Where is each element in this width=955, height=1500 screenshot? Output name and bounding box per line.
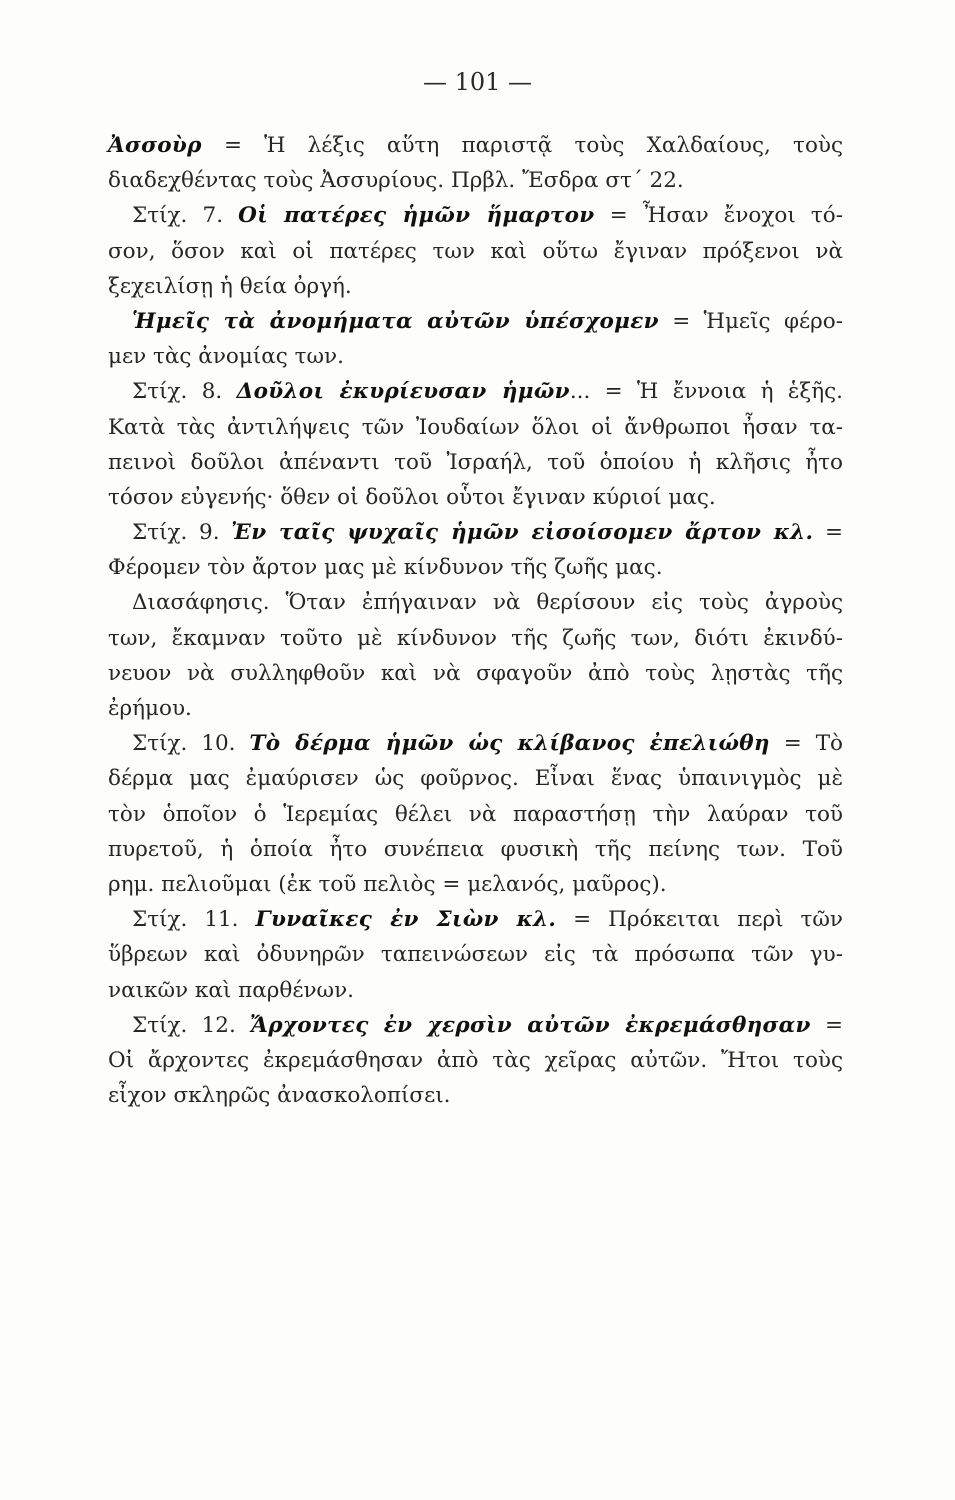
text-line — [108, 867, 843, 902]
text-line — [108, 339, 843, 374]
text-run: Στίχ. 11. — [132, 907, 256, 933]
text-run: σον, ὅσον καὶ οἱ πατέρες των καὶ οὕτω ἔγιναν πρόξενοι νὰ — [108, 238, 843, 264]
text-line — [108, 937, 843, 972]
bold-italic-heading: Γυναῖκες ἐν Σιὼν κλ. — [255, 907, 557, 933]
text-line — [108, 163, 843, 198]
text-line — [108, 304, 843, 339]
text-run: Κατὰ τὰς ἀντιλήψεις τῶν Ἰουδαίων ὅλοι οἱ ἄνθρωποι ἦσαν τα- — [108, 414, 843, 440]
bold-italic-heading: Τὸ δέρμα ἡμῶν ὡς κλίβανος ἐπελιώθη — [249, 731, 770, 757]
bold-italic-heading: Δοῦλοι ἐκυρίευσαν ἡμῶν — [236, 379, 570, 405]
text-run: ρημ. πελιοῦμαι (ἐκ τοῦ πελιὸς = μελανός, μαῦρος). — [108, 871, 667, 897]
text-run: Στίχ. 12. — [132, 1012, 251, 1038]
text-line — [108, 198, 843, 233]
text-run: = Πρόκειται περὶ τῶν — [556, 907, 844, 933]
text-line — [108, 973, 843, 1008]
bold-italic-heading: Ἐν ταῖς ψυχαῖς ἡμῶν εἰσοίσομεν ἄρτον κλ. — [231, 520, 814, 546]
text-line — [108, 480, 843, 515]
text-run: Στίχ. 7. — [132, 203, 239, 229]
page-number: — 101 — — [422, 68, 533, 96]
bold-italic-heading: Οἱ πατέρες ἡμῶν ἥμαρτον — [238, 203, 595, 229]
text-run: Διασάφησις. Ὅταν ἐπήγαιναν νὰ θερίσουν εἰς τοὺς ἀγροὺς — [132, 590, 843, 616]
text-line — [108, 797, 843, 832]
text-line — [108, 374, 843, 409]
text-run: των, ἔκαμναν τοῦτο μὲ κίνδυνον τῆς ζωῆς των, διότι ἐκινδύ- — [108, 625, 843, 651]
text-run: = Ἡ λέξις αὕτη παριστᾷ τοὺς Χαλδαίους, τοὺς — [201, 133, 843, 158]
text-line — [108, 410, 843, 445]
text-line — [108, 726, 843, 761]
text-run: Στίχ. 8. — [132, 379, 237, 405]
text-run: Στίχ. 9. — [132, 520, 232, 546]
text-run: ἐρήμου. — [108, 696, 192, 721]
text-line — [108, 1078, 843, 1113]
text-run: Φέρομεν τὸν ἄρτον μας μὲ κίνδυνον τῆς ζωῆς μας. — [108, 555, 663, 581]
text-run: τὸν ὁποῖον ὁ Ἱερεμίας θέλει νὰ παραστήσῃ τὴν λαύραν τοῦ — [108, 801, 843, 827]
text-line — [108, 691, 843, 726]
text-line — [108, 761, 843, 796]
text-line — [108, 269, 843, 304]
text-line — [108, 832, 843, 867]
text-run: Στίχ. 10. — [132, 731, 250, 757]
text-run: = Τὸ — [769, 731, 844, 757]
text-line — [108, 1008, 843, 1043]
text-run: ναικῶν καὶ παρθένων. — [108, 977, 354, 1003]
text-run: = Ἡμεῖς φέρο- — [658, 308, 843, 334]
text-run: ὕβρεων καὶ ὀδυνηρῶν ταπεινώσεων εἰς τὰ πρόσωπα τῶν γυ- — [108, 942, 843, 968]
text-line — [108, 128, 843, 163]
text-run: = Ἦσαν ἔνοχοι τό- — [594, 203, 843, 229]
text-line — [108, 445, 843, 480]
text-run: = — [813, 520, 843, 546]
text-line — [108, 902, 843, 937]
text-run: πεινοὶ δοῦλοι ἀπέναντι τοῦ Ἰσραήλ, τοῦ ὁποίου ἡ κλῆσις ἦτο — [108, 449, 843, 475]
text-run: = — [810, 1012, 843, 1038]
text-run: διαδεχθέντας τοὺς Ἀσσυρίους. Πρβλ. Ἔσδρα στ΄ 22. — [108, 168, 684, 194]
text-line — [108, 550, 843, 585]
text-run: ξεχειλίσῃ ἡ θεία ὀργή. — [108, 273, 352, 299]
text-run: δέρμα μας ἐμαύρισεν ὡς φοῦρνος. Εἶναι ἕνας ὑπαινιγμὸς μὲ — [108, 766, 843, 792]
text-run: μεν τὰς ἀνομίας των. — [108, 344, 344, 370]
bold-italic-heading: Ἀσσοὺρ — [108, 133, 202, 158]
commentary-text — [108, 128, 843, 1113]
text-line — [108, 585, 843, 620]
text-run: Οἱ ἄρχοντες ἐκρεμάσθησαν ἀπὸ τὰς χεῖρας αὐτῶν. Ἤτοι τοὺς — [108, 1047, 843, 1073]
text-run: εἶχον σκληρῶς ἀνασκολοπίσει. — [108, 1083, 451, 1109]
text-run: νευον νὰ συλληφθοῦν καὶ νὰ σφαγοῦν ἀπὸ τοὺς λῃστὰς τῆς — [108, 660, 843, 686]
text-line — [108, 234, 843, 269]
bold-italic-heading: Ἡμεῖς τὰ ἀνομήματα αὐτῶν ὑπέσχομεν — [132, 308, 659, 334]
text-line — [108, 621, 843, 656]
text-run: τόσον εὐγενής· ὅθεν οἱ δοῦλοι οὗτοι ἔγιναν κύριοί μας. — [108, 484, 716, 510]
text-run: πυρετοῦ, ἡ ὁποία ἦτο συνέπεια φυσικὴ τῆς πείνης των. Τοῦ — [108, 836, 843, 862]
text-run: ... = Ἡ ἔννοια ἡ ἑξῆς. — [569, 379, 843, 405]
text-line — [108, 1043, 843, 1078]
text-line — [108, 656, 843, 691]
bold-italic-heading: Ἄρχοντες ἐν χερσὶν αὐτῶν ἐκρεμάσθησαν — [250, 1012, 811, 1038]
text-line — [108, 515, 843, 550]
